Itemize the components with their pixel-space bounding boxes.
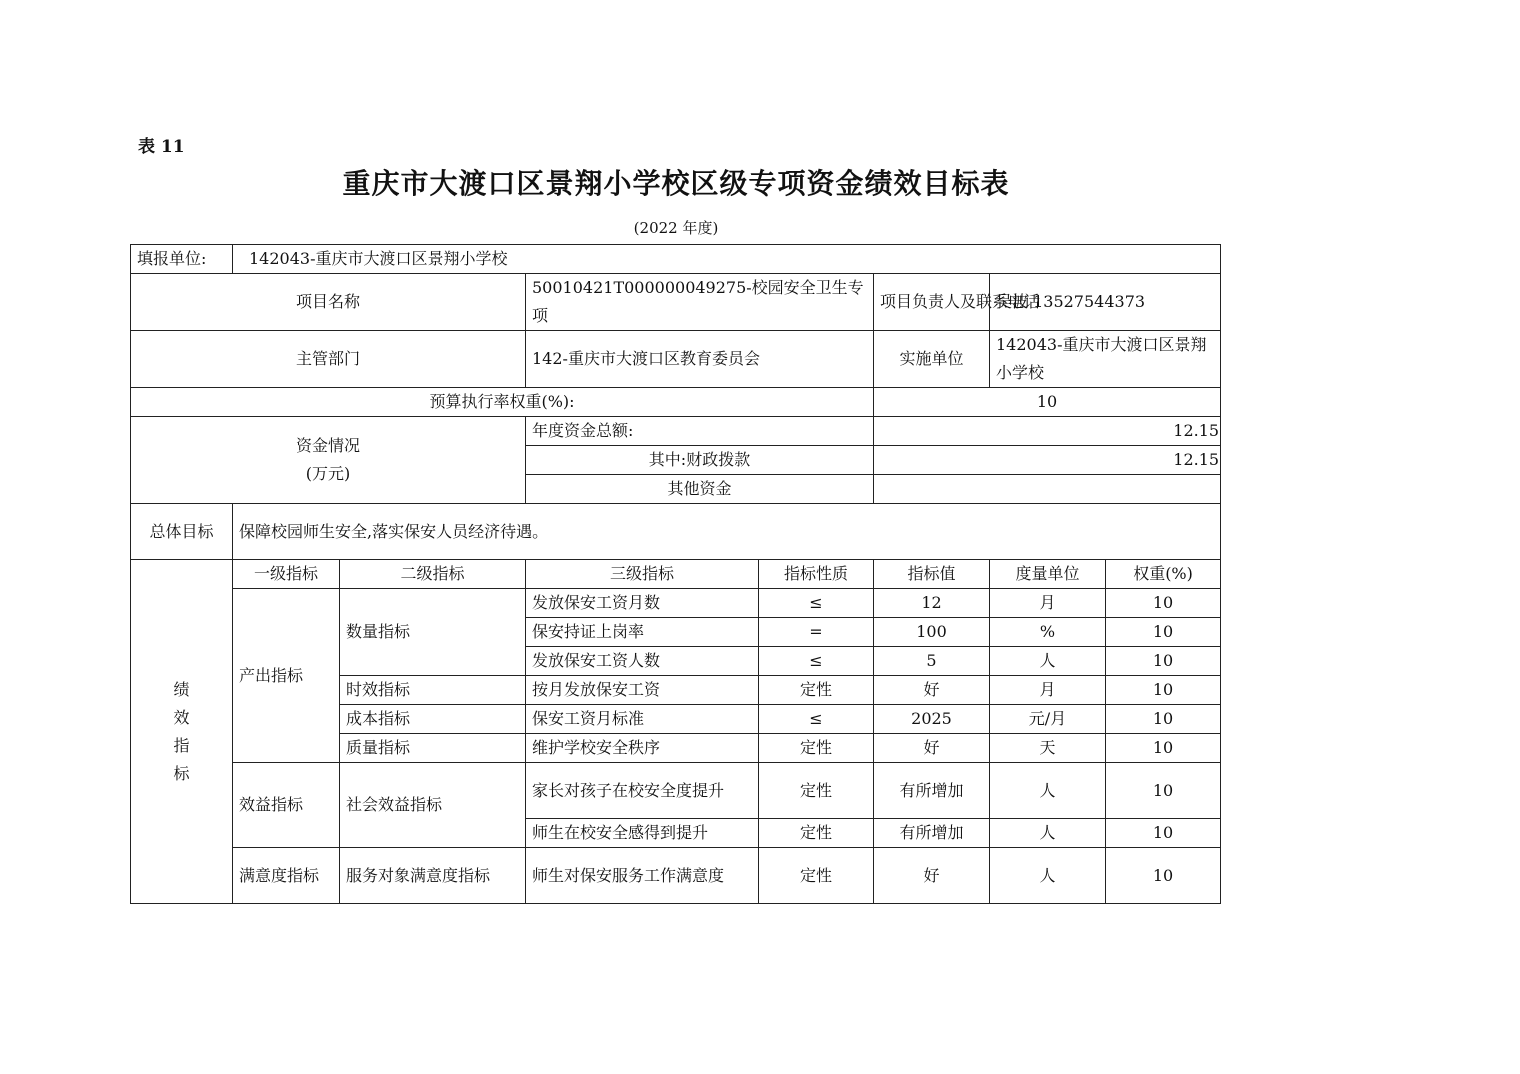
overall-goal-value: 保障校园师生安全,落实保安人员经济待遇。 [233,504,1221,560]
other-funds-label: 其他资金 [526,475,874,504]
level2-social: 社会效益指标 [340,763,526,848]
indicator-unit: 人 [990,819,1106,848]
indicator-name: 发放保安工资月数 [526,589,759,618]
department-value: 142-重庆市大渡口区教育委员会 [526,331,874,388]
indicator-nature: 定性 [759,734,874,763]
overall-goal-label: 总体目标 [131,504,233,560]
section-char: 绩 [173,679,190,699]
table-number-label: 表 11 [138,137,185,157]
indicator-unit: % [990,618,1106,647]
indicator-name: 维护学校安全秩序 [526,734,759,763]
indicator-value: 有所增加 [874,763,990,819]
indicator-nature: = [759,618,874,647]
indicator-name: 保安持证上岗率 [526,618,759,647]
indicator-section-label [131,560,233,904]
level2-service: 服务对象满意度指标 [340,848,526,904]
budget-weight-row [131,388,1221,417]
level1-benefit: 效益指标 [233,763,340,848]
indicator-weight: 10 [1106,763,1221,819]
indicator-value: 12 [874,589,990,618]
contact-label [874,274,1041,331]
implementing-unit-value: 142043-重庆市大渡口区景翔小学校 [990,331,1221,388]
header-value: 指标值 [874,560,990,589]
total-funds-label: 年度资金总额: [526,417,874,446]
budget-weight-value: 10 [874,388,1221,417]
level2-cost: 成本指标 [340,705,526,734]
section-char: 指 [173,735,190,755]
level1-satisfaction: 满意度指标 [233,848,340,904]
indicator-nature: ≤ [759,705,874,734]
indicator-nature: 定性 [759,763,874,819]
indicator-value: 有所增加 [874,819,990,848]
table-row [131,848,1221,904]
document-year: (2022 年度) [633,219,719,237]
indicator-nature: 定性 [759,819,874,848]
indicator-weight: 10 [1106,705,1221,734]
indicator-value: 5 [874,647,990,676]
indicator-unit: 月 [990,676,1106,705]
level2-quantity: 数量指标 [340,589,526,676]
indicator-value: 100 [874,618,990,647]
header-nature: 指标性质 [759,560,874,589]
indicator-unit: 元/月 [990,705,1106,734]
contact-value: 吴波 13527544373 [990,274,1221,331]
indicator-name: 发放保安工资人数 [526,647,759,676]
header-level2: 二级指标 [340,560,526,589]
indicator-name: 保安工资月标准 [526,705,759,734]
funds-label-line1: 资金情况 [295,436,360,455]
indicator-unit: 天 [990,734,1106,763]
table-row [131,589,1221,618]
indicator-name: 家长对孩子在校安全度提升 [526,763,759,819]
level2-quality: 质量指标 [340,734,526,763]
reporting-unit-value: 142043-重庆市大渡口区景翔小学校 [233,245,1221,274]
indicator-weight: 10 [1106,734,1221,763]
performance-target-table [130,244,1221,904]
indicator-value: 好 [874,676,990,705]
indicator-weight: 10 [1106,589,1221,618]
overall-goal-row [131,504,1221,560]
contact-label-text: 项目负责人及联系电话 [880,292,1041,311]
indicator-header-row [131,560,1221,589]
fiscal-funds-value: 12.15 [874,446,1221,475]
indicator-value: 2025 [874,705,990,734]
indicator-unit: 人 [990,647,1106,676]
section-char: 标 [173,763,190,783]
budget-weight-label: 预算执行率权重(%): [131,388,874,417]
funds-label-line2: (万元) [305,464,351,483]
reporting-unit-label: 填报单位: [131,245,233,274]
indicator-weight: 10 [1106,676,1221,705]
header-level3: 三级指标 [526,560,759,589]
department-row [131,331,1221,388]
level1-output: 产出指标 [233,589,340,763]
other-funds-value [874,475,1221,504]
project-name-row [131,274,1221,331]
section-char: 效 [173,707,190,727]
total-funds-row [131,417,1221,446]
indicator-name: 师生对保安服务工作满意度 [526,848,759,904]
indicator-nature: ≤ [759,647,874,676]
indicator-value: 好 [874,848,990,904]
total-funds-value: 12.15 [874,417,1221,446]
header-unit: 度量单位 [990,560,1106,589]
indicator-name: 按月发放保安工资 [526,676,759,705]
indicator-weight: 10 [1106,647,1221,676]
header-level1: 一级指标 [233,560,340,589]
document-title: 重庆市大渡口区景翔小学校区级专项资金绩效目标表 [342,167,1010,200]
project-name-value: 50010421T000000049275-校园安全卫生专项 [526,274,874,331]
indicator-unit: 月 [990,589,1106,618]
indicator-nature: ≤ [759,589,874,618]
reporting-unit-row [131,245,1221,274]
indicator-name: 师生在校安全感得到提升 [526,819,759,848]
indicator-weight: 10 [1106,819,1221,848]
indicator-weight: 10 [1106,848,1221,904]
indicator-weight: 10 [1106,618,1221,647]
funds-label [131,417,526,504]
department-label: 主管部门 [131,331,526,388]
indicator-nature: 定性 [759,676,874,705]
implementing-unit-label: 实施单位 [874,331,990,388]
indicator-unit: 人 [990,848,1106,904]
table-row [131,763,1221,819]
level2-timeliness: 时效指标 [340,676,526,705]
indicator-unit: 人 [990,763,1106,819]
project-name-label: 项目名称 [131,274,526,331]
indicator-nature: 定性 [759,848,874,904]
indicator-value: 好 [874,734,990,763]
header-weight: 权重(%) [1106,560,1221,589]
fiscal-funds-label: 其中:财政拨款 [526,446,874,475]
